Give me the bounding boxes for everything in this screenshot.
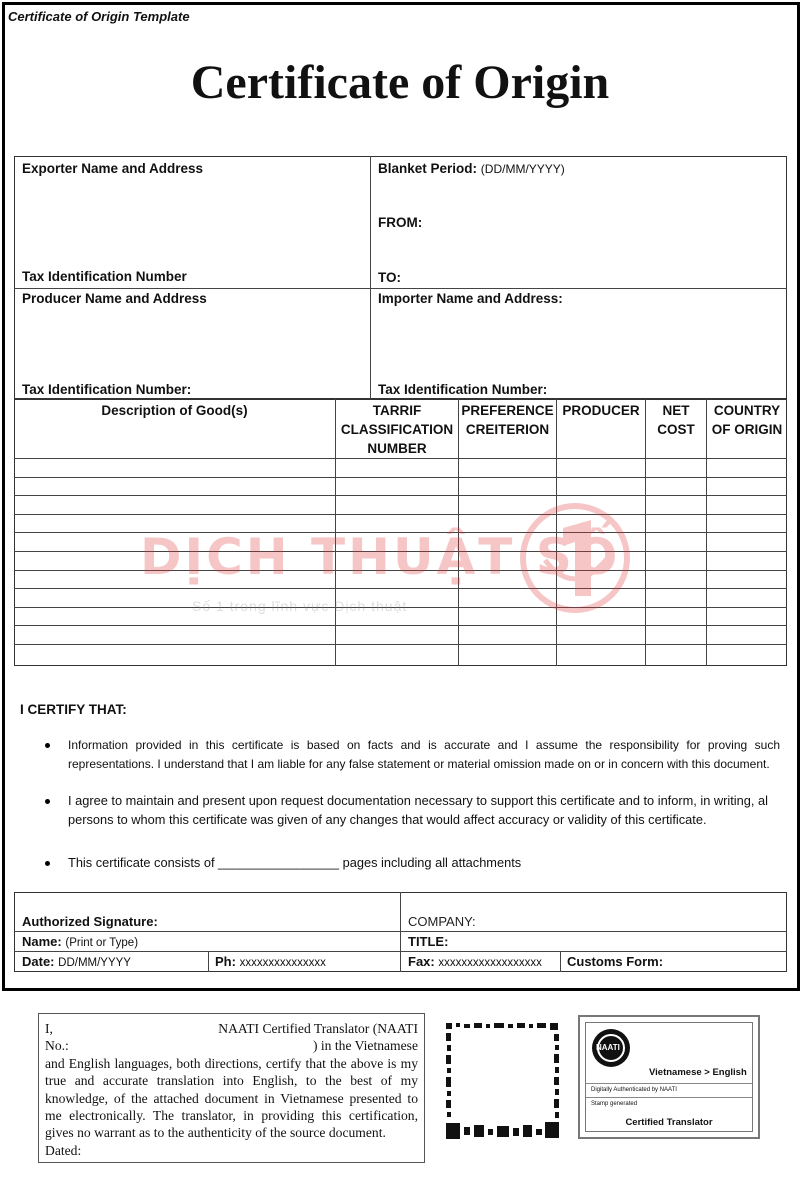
exporter-label: Exporter Name and Address [22,161,204,176]
watermark-subtitle: Số 1 trong lĩnh vực Dịch thuật [192,598,408,614]
importer-label: Importer Name and Address: [378,291,563,306]
customs-form-label: Customs Form: [567,954,664,969]
stamp-languages: Vietnamese > English [649,1067,747,1078]
blanket-period-format: (DD/MM/YYYY) [480,162,565,176]
watermark [140,500,640,620]
authorized-signature-label: Authorized Signature: [22,914,158,929]
translator-certification [38,1013,425,1163]
goods-row-line [14,625,787,626]
stamp-line [586,1083,752,1084]
goods-row-line [14,495,787,496]
importer-tax-label: Tax Identification Number: [378,382,548,397]
goods-header-tariff: TARRIF CLASSIFICATION NUMBER [340,403,454,456]
bullet-dot [45,861,50,866]
watermark-text: DỊCH THUẬT SỐ [140,528,621,586]
goods-row-line [14,477,787,478]
page-title: Certificate of Origin [190,56,610,109]
name-label: Name: (Print or Type) [22,934,139,949]
certify-heading: I CERTIFY THAT: [20,702,127,717]
stamp-role: Certified Translator [625,1117,713,1128]
signature-col-divider [400,951,401,972]
from-label: FROM: [378,215,423,230]
naati-logo-text: NAATI [596,1043,620,1052]
producer-tax-label: Tax Identification Number: [22,382,192,397]
fax-label: Fax: xxxxxxxxxxxxxxxxxx [408,954,542,969]
goods-header-preference: PREFERENCE CREITERION [461,403,554,437]
stamp-generated: Stamp generated [591,1101,638,1107]
title-label: TITLE: [408,934,449,949]
template-label: Certificate of Origin Template [8,9,190,24]
certify-bullet [68,792,780,829]
goods-row-line [14,644,787,645]
signature-row-line [14,931,787,932]
exporter-tax-label: Tax Identification Number [22,269,187,284]
translator-dated: Dated: [45,1142,82,1158]
producer-label: Producer Name and Address [22,291,207,306]
certify-bullet-text: This certificate consists of _________________ pages including all attachments [68,855,522,870]
certify-bullet-text: I agree to maintain and present upon request documentation necessary to support this certificate and to inform, in writing, al persons to whom this certificate was given of any changes that would affect accuracy or validity of this certificate. [68,793,768,827]
translator-line-2: No.: ) in the Vietnamese [45,1038,418,1054]
goods-header-net-cost: NET COST [657,403,695,437]
certify-bullet [68,736,780,773]
blanket-period-label [378,161,565,176]
goods-header-description: Description of Good(s) [101,403,248,418]
date-label: Date: DD/MM/YYYY [22,954,131,969]
blanket-period-text: Blanket Period: [378,161,478,176]
stamp-line [586,1097,752,1098]
bullet-dot [45,799,50,804]
signature-col-divider [560,951,561,972]
bullet-dot [45,743,50,748]
info-grid-divider [370,156,371,399]
qr-code-icon [444,1021,562,1142]
stamp-auth: Digitally Authenticated by NAATI [591,1087,677,1093]
info-grid-row-divider [14,288,787,289]
translator-line-1: I, NAATI Certified Translator (NAATI [45,1021,418,1036]
stamp-inner-frame [585,1022,753,1132]
watermark-logo-icon [515,500,635,620]
company-label: COMPANY: [408,914,476,929]
to-label: TO: [378,270,401,285]
signature-col-divider [208,951,209,972]
phone-label: Ph: xxxxxxxxxxxxxxx [215,954,326,969]
goods-row-line [14,458,787,459]
naati-stamp [578,1015,760,1139]
certify-bullet [68,854,780,873]
certify-bullet-text: Information provided in this certificate is based on facts and is accurate and I assume the responsibility for proving such representations. I understand that I am liable for any false statement or material omission made on or in concern with this document. [68,738,780,771]
goods-header-producer: PRODUCER [562,403,640,418]
signature-col-divider [400,892,401,952]
translator-body: and English languages, both directions, certify that the above is my true and accurate translation into English, to the best of my knowledge, of the attached document in Vietnamese presented to me electronically. The translator, in providing this certification, gives no warrant as to the authenticity of the source document. [45,1055,418,1141]
goods-header-country: COUNTRY OF ORIGIN [711,403,783,437]
